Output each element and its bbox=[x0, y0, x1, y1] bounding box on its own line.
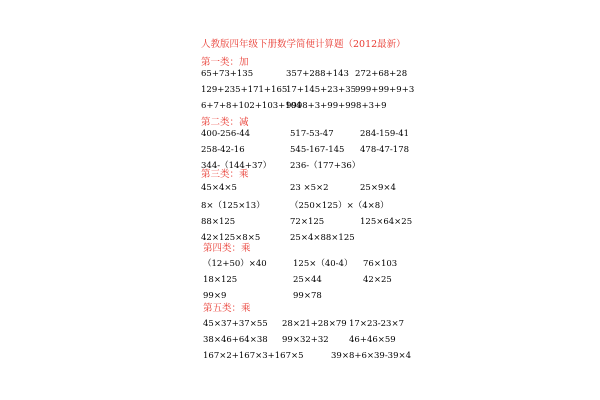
math-problem: 38×46+64×38 bbox=[203, 335, 268, 345]
math-problem: 258-42-16 bbox=[201, 145, 245, 155]
problem-row bbox=[0, 144, 600, 156]
math-problem: 125×（40-4） bbox=[293, 259, 353, 269]
section-heading: 第二类：减 bbox=[201, 117, 249, 128]
problem-row bbox=[0, 350, 600, 362]
problem-row bbox=[0, 290, 600, 302]
math-problem: 99×32+32 bbox=[282, 335, 329, 345]
math-problem: 42×25 bbox=[363, 275, 392, 285]
math-problem: 545-167-145 bbox=[290, 145, 345, 155]
math-problem: 125×64×25 bbox=[360, 217, 413, 227]
math-problem: 25×4×88×125 bbox=[290, 233, 355, 243]
math-problem: 72×125 bbox=[290, 217, 325, 227]
problem-row bbox=[0, 274, 600, 286]
section-heading: 第四类：乘 bbox=[203, 243, 251, 254]
problem-row bbox=[0, 258, 600, 270]
math-problem: 42×125×8×5 bbox=[201, 233, 261, 243]
math-problem: 6+7+8+102+103+104 bbox=[201, 101, 302, 111]
document-title: 人教版四年级下册数学简便计算题（2012最新） bbox=[201, 39, 406, 50]
problem-row bbox=[0, 84, 600, 96]
math-problem: 18×125 bbox=[203, 275, 238, 285]
problem-row bbox=[0, 100, 600, 112]
math-problem: 167×2+167×3+167×5 bbox=[203, 351, 304, 361]
math-problem: 23 ×5×2 bbox=[290, 183, 329, 193]
problem-row bbox=[0, 128, 600, 140]
math-problem: 45×4×5 bbox=[201, 183, 237, 193]
math-problem: 17+145+23+35 bbox=[286, 85, 357, 95]
math-problem: 88×125 bbox=[201, 217, 236, 227]
math-problem: 129+235+171+165 bbox=[201, 85, 288, 95]
math-problem: 999+99+9+3 bbox=[355, 85, 415, 95]
math-problem: 478-47-178 bbox=[360, 145, 410, 155]
problem-row bbox=[0, 68, 600, 80]
math-problem: 39×8+6×39-39×4 bbox=[331, 351, 412, 361]
math-problem: 99×78 bbox=[293, 291, 322, 301]
problem-row bbox=[0, 216, 600, 228]
math-problem: （12+50）×40 bbox=[203, 259, 267, 269]
math-problem: 99×9 bbox=[203, 291, 227, 301]
math-problem: 45×37+37×55 bbox=[203, 319, 268, 329]
section-heading: 第三类：乘 bbox=[201, 169, 249, 180]
math-problem: 236-（177+36） bbox=[290, 161, 361, 171]
problem-row bbox=[0, 200, 600, 212]
problem-row bbox=[0, 160, 600, 172]
math-problem: 272+68+28 bbox=[355, 69, 408, 79]
math-problem: 25×9×4 bbox=[360, 183, 396, 193]
problem-row bbox=[0, 232, 600, 244]
math-problem: 46+46×59 bbox=[349, 335, 396, 345]
math-problem: 17×23-23×7 bbox=[349, 319, 404, 329]
math-problem: 76×103 bbox=[363, 259, 398, 269]
math-problem: （250×125）×（4×8） bbox=[290, 201, 389, 211]
math-problem: 28×21+28×79 bbox=[282, 319, 347, 329]
section-heading: 第一类：加 bbox=[201, 57, 249, 68]
math-problem: 400-256-44 bbox=[201, 129, 251, 139]
problem-row bbox=[0, 182, 600, 194]
math-problem: 65+73+135 bbox=[201, 69, 254, 79]
problem-row bbox=[0, 334, 600, 346]
math-problem: 344-（144+37） bbox=[201, 161, 272, 171]
math-problem: 8×（125×13） bbox=[201, 201, 265, 211]
math-problem: 284-159-41 bbox=[360, 129, 410, 139]
math-problem: 25×44 bbox=[293, 275, 322, 285]
math-problem: 9998+3+99+998+3+9 bbox=[286, 101, 387, 111]
section-heading: 第五类：乘 bbox=[203, 303, 251, 314]
math-problem: 357+288+143 bbox=[286, 69, 349, 79]
problem-row bbox=[0, 318, 600, 330]
math-problem: 517-53-47 bbox=[290, 129, 334, 139]
